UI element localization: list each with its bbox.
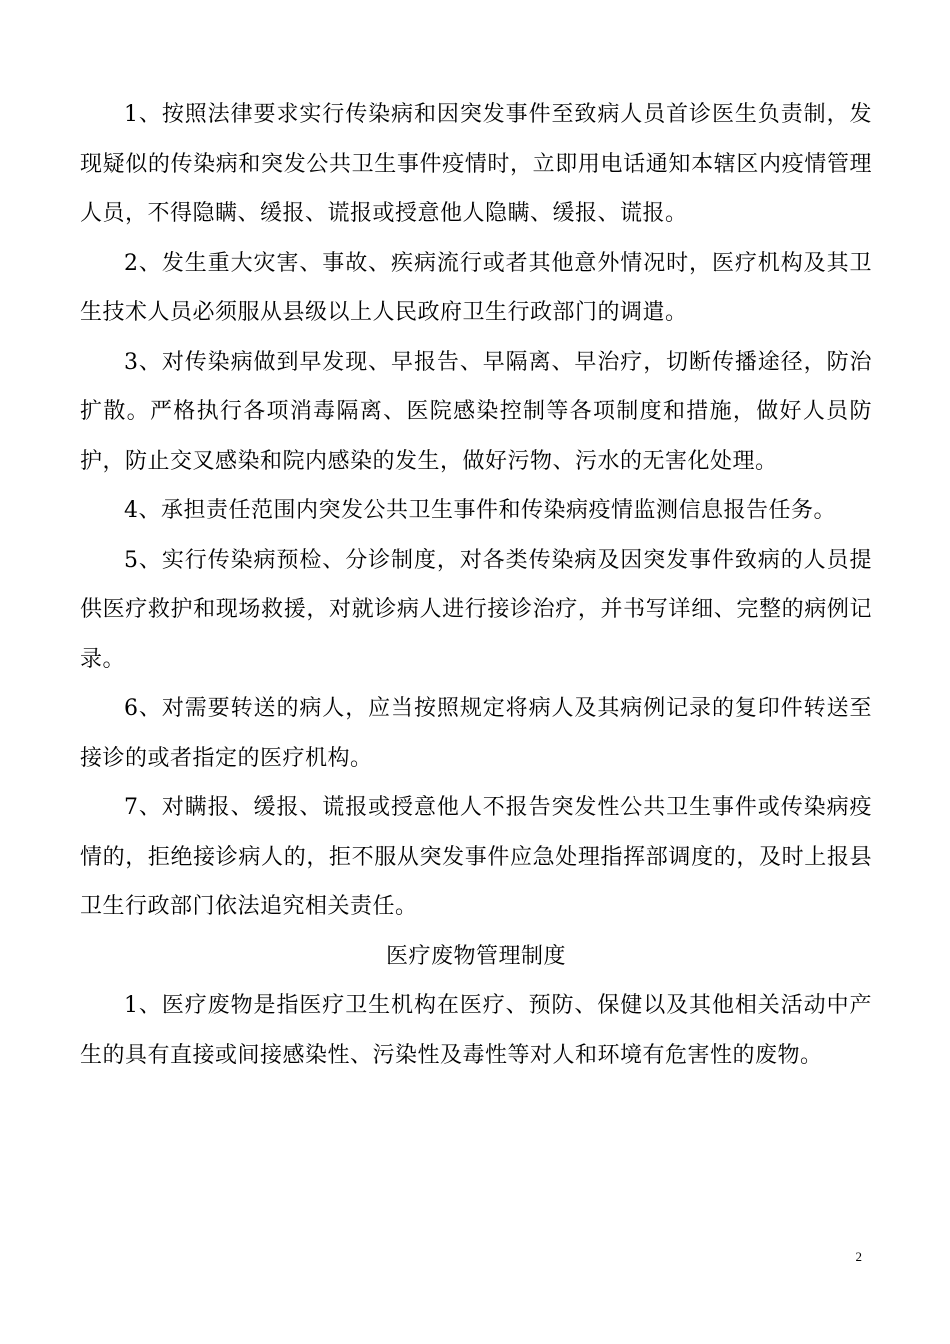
paragraph-item-3: 3、对传染病做到早发现、早报告、早隔离、早治疗，切断传播途径，防治扩散。严格执行各项消毒隔离、医院感染控制等各项制度和措施，做好人员防护，防止交叉感染和院内感染的发生，做好污物、污水的无害化处理。 bbox=[80, 349, 872, 474]
paragraph-item-1: 1、按照法律要求实行传染病和因突发事件至致病人员首诊医生负责制，发现疑似的传染病和突发公共卫生事件疫情时，立即用电话通知本辖区内疫情管理人员，不得隐瞒、缓报、谎报或授意他人隐瞒、缓报、谎报。 bbox=[80, 102, 872, 226]
paragraph-item-7: 7、对瞒报、缓报、谎报或授意他人不报告突发性公共卫生事件或传染病疫情的，拒绝接诊病人的，拒不服从突发事件应急处理指挥部调度的，及时上报县卫生行政部门依法追究相关责任。 bbox=[80, 795, 872, 919]
section-heading: 医疗废物管理制度 bbox=[385, 943, 566, 969]
paragraph-item-4: 4、承担责任范围内突发公共卫生事件和传染病疫情监测信息报告任务。 bbox=[124, 498, 836, 523]
document-body bbox=[80, 90, 872, 1080]
paragraph-item-5: 5、实行传染病预检、分诊制度，对各类传染病及因突发事件致病的人员提供医疗救护和现场救援，对就诊病人进行接诊治疗，并书写详细、完整的病例记录。 bbox=[80, 547, 872, 672]
paragraph-item-6: 6、对需要转送的病人，应当按照规定将病人及其病例记录的复印件转送至接诊的或者指定的医疗机构。 bbox=[80, 696, 872, 771]
paragraph-waste-1: 1、医疗废物是指医疗卫生机构在医疗、预防、保健以及其他相关活动中产生的具有直接或间接感染性、污染性及毒性等对人和环境有危害性的废物。 bbox=[80, 993, 872, 1068]
paragraph-item-2: 2、发生重大灾害、事故、疾病流行或者其他意外情况时，医疗机构及其卫生技术人员必须服从县级以上人民政府卫生行政部门的调遣。 bbox=[80, 250, 872, 325]
page-number: 2 bbox=[855, 1249, 862, 1264]
